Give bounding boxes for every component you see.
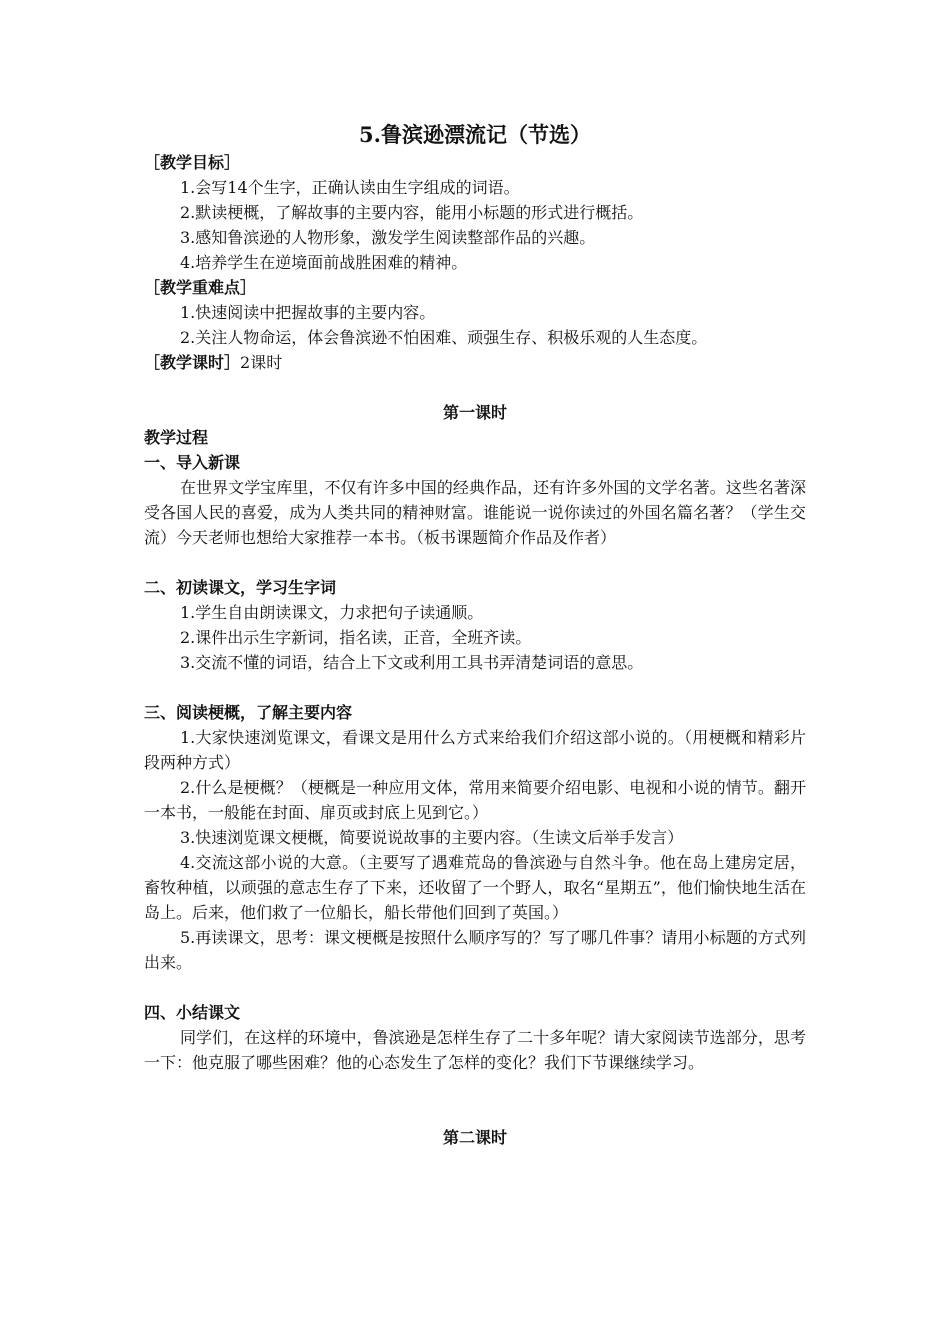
section-paragraph: 5.再读课文，思考：课文梗概是按照什么顺序写的？写了哪几件事？请用小标题的方式列出来。 [144,928,806,972]
goal-item: 3.感知鲁滨逊的人物形象，激发学生阅读整部作品的兴趣。 [180,228,596,247]
section-paragraph: 在世界文学宝库里，不仅有许多中国的经典作品，还有许多外国的文学名著。这些名著深受各国人民的喜爱，成为人类共同的精神财富。谁能说一说你读过的外国名篇名著？（学生交流）今天老师也想给大家推荐一本书。（板书课题简介作品及作者） [144,478,806,547]
key-points-heading: ［教学重难点］ [144,278,257,297]
section-heading: 一、导入新课 [144,453,241,472]
section-paragraph: 1.学生自由朗读课文，力求把句子读通顺。 [180,603,484,622]
document-body [144,120,806,1150]
section-paragraph: 同学们，在这样的环境中，鲁滨逊是怎样生存了二十多年呢？请大家阅读节选部分，思考一下：他克服了哪些困难？他的心态发生了怎样的变化？我们下节课继续学习。 [144,1028,806,1072]
class-hours-value: 2课时 [240,353,283,372]
document-title: 5.鲁滨逊漂流记（节选） [359,122,591,147]
goal-item: 1.会写14个生字，正确认读由生字组成的词语。 [180,178,520,197]
section-paragraph: 3.快速浏览课文梗概，简要说说故事的主要内容。（生读文后举手发言） [180,828,684,847]
class-hours-line [144,350,806,375]
section-paragraph: 2.什么是梗概？（梗概是一种应用文体，常用来简要介绍电影、电视和小说的情节。翻开一本书，一般能在封面、扉页或封底上见到它。） [144,778,806,822]
key-point-item: 1.快速阅读中把握故事的主要内容。 [180,303,436,322]
teaching-goals-heading: ［教学目标］ [144,153,241,172]
teaching-process-heading: 教学过程 [144,428,209,447]
section-heading: 二、初读课文，学习生字词 [144,578,337,597]
section-paragraph: 1.大家快速浏览课文，看课文是用什么方式来给我们介绍这部小说的。（用梗概和精彩片段两种方式） [144,728,806,772]
class-hours-heading: ［教学课时］ [144,353,241,372]
section-heading: 三、阅读梗概，了解主要内容 [144,703,353,722]
section-heading: 四、小结课文 [144,1003,241,1022]
section-paragraph: 4.交流这部小说的大意。（主要写了遇难荒岛的鲁滨逊与自然斗争。他在岛上建房定居，畜牧种植，以顽强的意志生存了下来，还收留了一个野人，取名“星期五”，他们愉快地生活在岛上。后来，他们救了一位船长，船长带他们回到了英国。） [144,853,806,922]
lesson-2-title: 第二课时 [442,1128,507,1147]
goal-item: 2.默读梗概，了解故事的主要内容，能用小标题的形式进行概括。 [180,203,644,222]
section-paragraph: 3.交流不懂的词语，结合上下文或利用工具书弄清楚词语的意思。 [180,653,644,672]
section-paragraph: 2.课件出示生字新词，指名读，正音，全班齐读。 [180,628,532,647]
lesson-1-title: 第一课时 [442,403,507,422]
key-point-item: 2.关注人物命运，体会鲁滨逊不怕困难、顽强生存、积极乐观的人生态度。 [180,328,708,347]
goal-item: 4.培养学生在逆境面前战胜困难的精神。 [180,253,468,272]
